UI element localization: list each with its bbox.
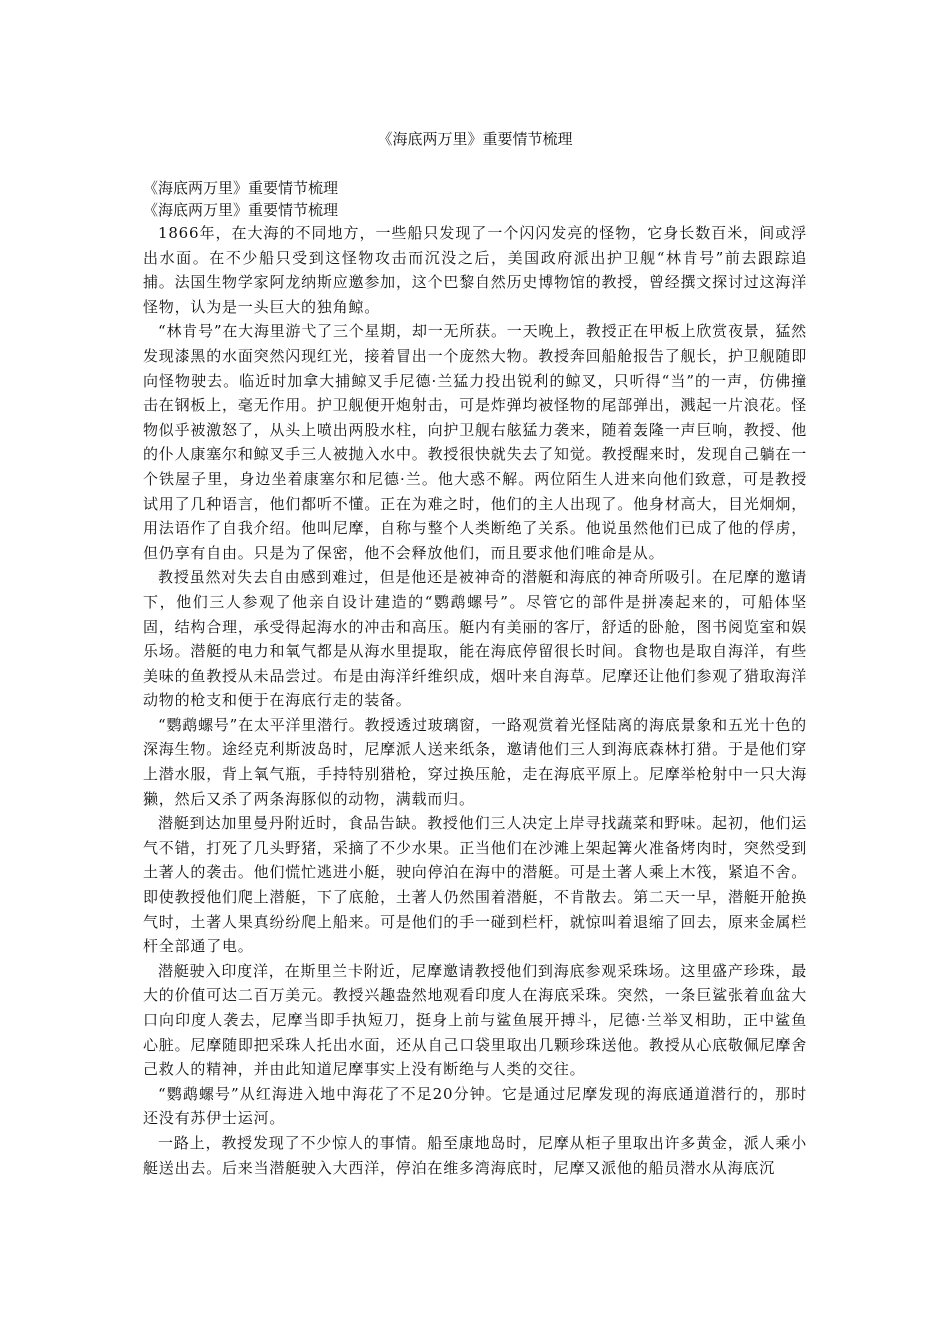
- paragraph-4: “鹦鹉螺号”在太平洋里潜行。教授透过玻璃窗，一路观赏着光怪陆离的海底景象和五光十色的深海生物。途经克利斯波岛时，尼摩派人送来纸条，邀请他们三人到海底森林打猎。于是他们穿上潜水服，背上氧气瓶，手持特别猎枪，穿过换压舱，走在海底平原上。尼摩举枪射中一只大海獭，然后又杀了两条海豚似的动物，满载而归。: [143, 715, 807, 808]
- paragraph-6: 潜艇驶入印度洋，在斯里兰卡附近，尼摩邀请教授他们到海底参观采珠场。这里盛产珍珠，最大的价值可达二百万美元。教授兴趣盎然地观看印度人在海底采珠。突然，一条巨鲨张着血盆大口向印度人袭去，尼摩当即手执短刀，挺身上前与鲨鱼展开搏斗，尼德·兰举叉相助，正中鲨鱼心脏。尼摩随即把采珠人托出水面，还从自己口袋里取出几颗珍珠送他。教授从心底敬佩尼摩舍己救人的精神，并由此知道尼摩事实上没有断绝与人类的交往。: [143, 961, 807, 1079]
- paragraph-8: 一路上，教授发现了不少惊人的事情。船至康地岛时，尼摩从柜子里取出许多黄金，派人乘小艇送出去。后来当潜艇驶入大西洋，停泊在维多湾海底时，尼摩又派他的船员潜水从海底沉: [143, 1133, 807, 1177]
- paragraph-3: 教授虽然对失去自由感到难过，但是他还是被神奇的潜艇和海底的神奇所吸引。在尼摩的邀请下，他们三人参观了他亲自设计建造的“鹦鹉螺号”。尽管它的部件是拼凑起来的，可船体坚固，结构合理，承受得起海水的冲击和高压。艇内有美丽的客厅，舒适的卧舱，图书阅览室和娱乐场。潜艇的电力和氧气都是从海水里提取，能在海底停留很长时间。食物也是取自海洋，有些美味的鱼教授从未品尝过。布是由海洋纤维织成，烟叶来自海草。尼摩还让他们参观了猎取海洋动物的枪支和便于在海底行走的装备。: [143, 568, 807, 710]
- paragraph-5: 潜艇到达加里曼丹附近时，食品告缺。教授他们三人决定上岸寻找蔬菜和野味。起初，他们运气不错，打死了几头野猪，采摘了不少水果。正当他们在沙滩上架起篝火准备烤肉时，突然受到土著人的袭击。他们慌忙逃进小艇，驶向停泊在海中的潜艇。可是土著人乘上木筏，紧追不舍。即使教授他们爬上潜艇，下了底舱，土著人仍然围着潜艇，不肯散去。第二天一早，潜艇开舱换气时，土著人果真纷纷爬上船来。可是他们的手一碰到栏杆，就惊叫着退缩了回去，原来金属栏杆全部通了电。: [143, 814, 807, 956]
- document-title: 《海底两万里》重要情节梳理: [377, 130, 573, 148]
- document-body: [143, 177, 807, 1180]
- subtitle-line: 《海底两万里》重要情节梳理: [143, 201, 339, 219]
- subtitle-line: 《海底两万里》重要情节梳理: [143, 179, 339, 197]
- paragraph-2: “林肯号”在大海里游弋了三个星期，却一无所获。一天晚上，教授正在甲板上欣赏夜景，猛然发现漆黑的水面突然闪现红光，接着冒出一个庞然大物。教授奔回船舱报告了舰长，护卫舰随即向怪物驶去。临近时加拿大捕鲸叉手尼德·兰猛力投出锐利的鲸叉，只听得“当”的一声，仿佛撞击在钢板上，毫无作用。护卫舰便开炮射击，可是炸弹均被怪物的尾部弹出，溅起一片浪花。怪物似乎被激怒了，从头上喷出两股水柱，向护卫舰右舷猛力袭来，随着轰隆一声巨响，教授、他的仆人康塞尔和鲸叉手三人被抛入水中。教授很快就失去了知觉。教授醒来时，发现自己躺在一个铁屋子里，身边坐着康塞尔和尼德·兰。他大惑不解。两位陌生人进来向他们致意，可是教授试用了几种语言，他们都听不懂。正在为难之时，他们的主人出现了。他身材高大，目光炯炯，用法语作了自我介绍。他叫尼摩，自称与整个人类断绝了关系。他说虽然他们已成了他的俘虏，但仍享有自由。只是为了保密，他不会释放他们，而且要求他们唯命是从。: [143, 322, 807, 562]
- paragraph-1: 1866年，在大海的不同地方，一些船只发现了一个闪闪发亮的怪物，它身长数百米，间或浮出水面。在不少船只受到这怪物攻击而沉没之后，美国政府派出护卫舰“林肯号”前去跟踪追捕。法国生物学家阿龙纳斯应邀参加，这个巴黎自然历史博物馆的教授，曾经撰文探讨过这海洋怪物，认为是一头巨大的独角鲸。: [143, 224, 807, 316]
- paragraph-7: “鹦鹉螺号”从红海进入地中海花了不足20分钟。它是通过尼摩发现的海底通道潜行的，那时还没有苏伊士运河。: [143, 1084, 807, 1128]
